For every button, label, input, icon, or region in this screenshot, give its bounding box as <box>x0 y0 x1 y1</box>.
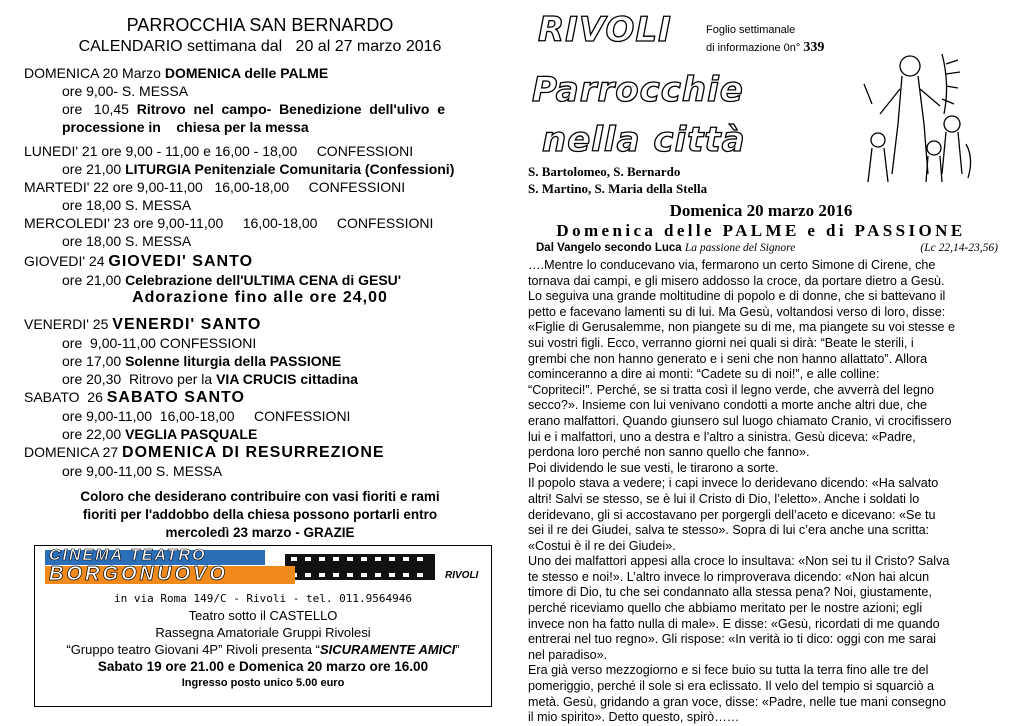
gospel-text-line: metà. Gesù, gridando a gran voce, disse: «Padre, nelle tue mani consegno <box>528 694 946 709</box>
wednesday-23-mass: ore 18,00 S. MESSA <box>62 233 192 249</box>
friday-25-passion: ore 17,00 Solenne liturgia della PASSIONE <box>62 353 342 369</box>
friday-25-confessions: ore 9,00-11,00 CONFESSIONI <box>62 335 257 351</box>
sunday-20-mass: ore 9,00- S. MESSA <box>62 83 189 99</box>
gospel-text <box>528 258 1006 726</box>
friday-25-via-crucis: ore 20,30 Ritrovo per la VIA CRUCIS cittadina <box>62 371 358 387</box>
gospel-text-line: altri! Salvi se stesso, se è lui il Cristo di Dio, l’eletto». Anche i soldati lo <box>528 491 920 506</box>
sunday-27-mass: ore 9,00-11,00 S. MESSA <box>62 463 223 479</box>
issue-number: 339 <box>803 40 825 55</box>
wednesday-23: MERCOLEDI' 23 ore 9,00-11,00 16,00-18,00 CONFESSIONI <box>24 215 434 231</box>
gospel-text-line: deridevano, gli si accostavano per porgergli dell’aceto e dicevano: «Se tu <box>528 507 936 522</box>
gospel-text-line: sei il re dei Giudei, salva te stesso». Sopra di lui c’era anche una scritta: <box>528 523 930 538</box>
gospel-text-line: Lo seguiva una grande moltitudine di popolo e di donne, che si battevano il <box>528 289 946 304</box>
thursday-24-supper: ore 21,00 Celebrazione dell'ULTIMA CENA di GESU' <box>62 272 402 288</box>
saturday-26-confessions: ore 9,00-11,00 16,00-18,00 CONFESSIONI <box>62 408 351 424</box>
gospel-text-line: perdona loro perché non sanno quello che fanno». <box>528 445 810 460</box>
cinema-logo-bottom: BORGONUOVO <box>49 563 228 585</box>
gospel-text-line: «Figlie di Gerusalemme, non piangete su di me, ma piangete su voi stesse e <box>528 320 956 335</box>
cinema-showtimes: Sabato 19 ore 21.00 e Domenica 20 marzo ore 16.00 <box>97 659 429 674</box>
gospel-text-line: «Costui è il re dei Giudei». <box>528 538 676 553</box>
gospel-text-line: Uno dei malfattori appesi alla croce lo insultava: «Non sei tu il Cristo? Salva <box>528 554 950 569</box>
thursday-24: GIOVEDI' 24 GIOVEDI' SANTO <box>24 253 254 270</box>
cinema-price: Ingresso posto unico 5.00 euro <box>181 677 345 689</box>
masthead-rivoli: RIVOLI <box>538 10 672 50</box>
friday-25: VENERDI' 25 VENERDI' SANTO <box>24 316 262 333</box>
gospel-text-line: petto e facevano lamenti su di lui. Ma Gesù, voltandosi verso di loro, disse: <box>528 304 946 319</box>
sunday-20-procession-cont: processione in chiesa per la messa <box>62 119 309 135</box>
gospel-text-line: cominceranno a dire ai monti: “Cadete su di noi!”, e alle colline: <box>528 367 880 382</box>
monday-21: LUNEDI' 21 ore 9,00 - 11,00 e 16,00 - 18,00 CONFESSIONI <box>24 143 414 159</box>
feast-heading: Domenica delle PALME e di PASSIONE <box>556 221 966 240</box>
cinema-line1: Teatro sotto il CASTELLO <box>188 608 338 623</box>
issue-line: di informazione 0n° 339 <box>706 40 825 55</box>
parish-title: PARROCCHIA SAN BERNARDO <box>126 15 394 35</box>
sunday-20-procession: ore 10,45 Ritrovo nel campo- Benedizione dell'ulivo e <box>62 101 445 117</box>
saturday-26-vigil: ore 22,00 VEGLIA PASQUALE <box>62 426 258 442</box>
gospel-citation: (Lc 22,14-23,56) <box>920 242 998 254</box>
cinema-logo-top: CINEMA TEATRO <box>49 547 207 564</box>
date-heading: Domenica 20 marzo 2016 <box>669 201 853 220</box>
sunday-20-heading: DOMENICA 20 Marzo DOMENICA delle PALME <box>24 65 329 81</box>
tuesday-22-mass: ore 18,00 S. MESSA <box>62 197 192 213</box>
gospel-text-line: invece non ha fatto nulla di male». E disse: «Gesù, ricordati di me quando <box>528 616 940 631</box>
masthead-parrocchie: Parrocchie <box>532 70 744 110</box>
gospel-text-line: nel paradiso». <box>528 647 608 662</box>
calendar-column <box>24 14 496 542</box>
gospel-text-line: entrerai nel tuo regno». Gli rispose: «In verità io ti dico: oggi con me sarai <box>528 632 937 647</box>
saturday-26: SABATO 26 SABATO SANTO <box>24 389 245 406</box>
masthead-nella-citta: nella città <box>542 120 746 160</box>
gospel-text-line: lui e i malfattori, uno a destra e l’altro a sinistra. Gesù diceva: «Padre, <box>528 429 916 444</box>
parishes-line1: S. Bartolomeo, S. Bernardo <box>528 164 681 179</box>
cinema-line2: Rassegna Amatoriale Gruppi Rivolesi <box>155 625 371 640</box>
cinema-line3: “Gruppo teatro Giovani 4P” Rivoli presenta “SICURAMENTE AMICI” <box>66 642 460 657</box>
calendar-title: CALENDARIO settimana dal 20 al 27 marzo 2016 <box>78 38 442 55</box>
cinema-logo <box>35 546 491 586</box>
cinema-address: in via Roma 149/C - Rivoli - tel. 011.9564946 <box>113 592 412 605</box>
gospel-text-line: te stesso e noi!». L’altro invece lo rimproverava dicendo: «Non hai alcun <box>528 569 930 584</box>
parishes-line2: S. Martino, S. Maria della Stella <box>528 181 708 196</box>
gospel-text-line: sui vostri figli. Ecco, verranno giorni nei quali si dirà: “Beate le sterili, i <box>528 335 914 350</box>
palm-sunday-illustration <box>862 44 982 184</box>
gospel-text-line: “Copriteci!”. Perché, se si tratta così il legno verde, che avverrà del legno <box>528 382 934 397</box>
gospel-text-line: secco?». Insieme con lui venivano condotti a morte anche altri due, che <box>528 398 928 413</box>
gospel-text-line: Era già verso mezzogiorno e si fece buio su tutta la terra fino alle tre del <box>528 663 929 678</box>
gospel-ref-line: Dal Vangelo secondo Luca La passione del Signore (Lc 22,14-23,56) <box>536 242 998 254</box>
cinema-logo-side: RIVOLI <box>445 570 479 581</box>
gospel-text-line: pomeriggio, perché il sole si era eclissato. Il velo del tempio si squarciò a <box>528 679 934 694</box>
foglio-label: Foglio settimanale <box>706 24 796 36</box>
gospel-text-line: ….Mentre lo conducevano via, fermarono un certo Simone di Cirene, che <box>528 258 936 272</box>
cinema-box <box>34 545 492 707</box>
gospel-text-line: Poi dividendo le sue vesti, le tirarono a sorte. <box>528 460 779 475</box>
sunday-27: DOMENICA 27 DOMENICA DI RESURREZIONE <box>24 444 385 461</box>
adoration-note: Adorazione fino alle ore 24,00 <box>132 289 388 306</box>
gospel-text-line: grembi che non hanno generato e i seni che non hanno allattato”. Allora <box>528 351 928 366</box>
gospel-text-line: Il popolo stava a vedere; i capi invece lo deridevano dicendo: «Ha salvato <box>528 476 939 491</box>
gospel-text-line: il mio spirito». Detto questo, spirò…… <box>528 710 740 725</box>
flowers-notice: Coloro che desiderano contribuire con vasi fioriti e rami fioriti per l'addobbo della chiesa possono portarli entro mercoledì 23 marzo - GRAZIE <box>80 489 440 540</box>
gospel-text-line: tornava dai campi, e gli misero addosso la croce, da portare dietro a Gesù. <box>528 273 945 288</box>
tuesday-22: MARTEDI' 22 ore 9,00-11,00 16,00-18,00 CONFESSIONI <box>24 179 406 195</box>
gospel-text-line: erano malfattori. Quando giunsero sul luogo chiamato Cranio, vi crocifissero <box>528 413 952 428</box>
gospel-text-line: timore di Dio, tu che sei condannato alla stessa pena? Noi, giustamente, <box>528 585 932 600</box>
gospel-text-line: perché riceviamo quello che abbiamo meritato per le nostre azioni; egli <box>528 601 923 616</box>
monday-21-liturgy: ore 21,00 LITURGIA Penitenziale Comunitaria (Confessioni) <box>62 161 455 177</box>
